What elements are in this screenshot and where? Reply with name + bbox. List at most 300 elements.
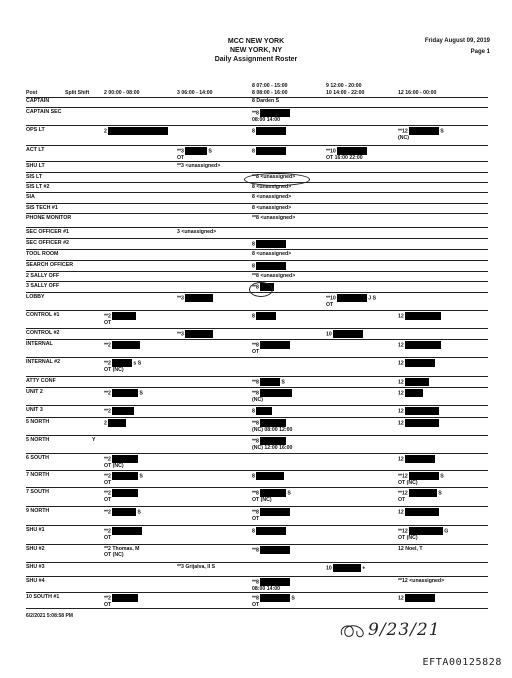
- post-name: SHU #3: [26, 564, 45, 570]
- redaction-bar: [409, 472, 439, 480]
- post-name: CAPTAIN: [26, 98, 50, 104]
- assignment-text: 12: [398, 509, 404, 516]
- assignment-cell: [398, 127, 444, 141]
- row-divider: [26, 249, 488, 250]
- redaction-bar: [409, 527, 443, 535]
- post-name: SIA: [26, 194, 35, 200]
- assignment-text: 3 <unassigned>: [177, 229, 217, 235]
- assignment-cell: [398, 312, 441, 320]
- assignment-suffix: S: [135, 509, 141, 516]
- redaction-bar: [185, 294, 213, 302]
- assignment-text: **8: [252, 595, 259, 602]
- assignment-text: 12: [398, 313, 404, 320]
- row-divider: [26, 525, 488, 526]
- row-divider: [26, 238, 488, 239]
- assignment-cell: [252, 578, 290, 592]
- assignment-text: **12: [398, 528, 408, 535]
- assignment-cell: [398, 594, 435, 602]
- assignment-text: 12: [398, 360, 404, 367]
- assignment-text: **12: [398, 128, 408, 135]
- row-divider: [26, 260, 488, 261]
- row-divider: [26, 487, 488, 488]
- assignment-cell: [326, 294, 376, 308]
- redaction-bar: [260, 419, 286, 427]
- assignment-cell: [177, 294, 213, 302]
- assignment-text: 8 Darden S: [252, 98, 280, 104]
- assignment-cell: [326, 564, 365, 572]
- redaction-bar: [256, 527, 286, 535]
- assignment-text: **8: [252, 490, 259, 497]
- assignment-text: 12: [398, 379, 404, 386]
- post-name: OPS LT: [26, 127, 45, 133]
- row-divider: [26, 172, 488, 173]
- redaction-bar: [409, 489, 437, 497]
- row-divider: [26, 544, 488, 545]
- assignment-text: 8: [252, 473, 255, 480]
- assignment-suffix: S: [436, 490, 442, 497]
- post-name: ACT LT: [26, 147, 45, 153]
- assignment-cell: [252, 215, 295, 221]
- redaction-bar: [333, 564, 361, 572]
- handwritten-circle: [249, 282, 273, 297]
- col-split-shift-header: Split Shift: [65, 90, 90, 96]
- post-name: SHU #4: [26, 578, 45, 584]
- page-number: Page 1: [470, 49, 490, 55]
- assignment-text: 10: [326, 331, 332, 338]
- row-divider: [26, 161, 488, 162]
- roster-date: Friday August 09, 2019: [424, 38, 490, 44]
- assignment-text: **2: [104, 473, 111, 480]
- assignment-text: 12 Noel, T: [398, 546, 423, 552]
- assignment-text: **12: [398, 473, 408, 480]
- roster-date-block: [425, 36, 490, 58]
- post-name: CAPTAIN SEC: [26, 109, 62, 115]
- assignment-text: 2: [104, 128, 107, 135]
- assignment-note: OT: [104, 320, 112, 326]
- assignment-text: 2: [104, 420, 107, 427]
- assignment-cell: [104, 489, 138, 503]
- assignment-suffix: G: [442, 528, 449, 535]
- assignment-suffix: S: [137, 390, 143, 397]
- assignment-text: **2: [104, 313, 111, 320]
- redaction-bar: [260, 546, 290, 554]
- col-shift3-header: 3 06:00 - 14:00: [177, 90, 213, 96]
- redaction-bar: [112, 341, 140, 349]
- redaction-bar: [260, 594, 290, 602]
- redaction-bar: [256, 262, 286, 270]
- post-name: 6 SOUTH: [26, 455, 49, 461]
- assignment-note: (NC): [252, 397, 263, 403]
- row-divider: [26, 435, 488, 436]
- redaction-bar: [112, 359, 132, 367]
- redaction-bar: [108, 419, 126, 427]
- assignment-cell: [252, 251, 291, 257]
- assignment-note: OT: [104, 602, 112, 608]
- assignment-text: **2: [104, 456, 111, 463]
- assignment-note: OT (NC): [104, 552, 124, 558]
- assignment-text: **12: [398, 490, 408, 497]
- assignment-cell: [104, 546, 139, 558]
- assignment-note: OT (NC): [104, 463, 124, 469]
- assignment-cell: [252, 472, 284, 480]
- assignment-cell: [398, 359, 435, 367]
- assignment-text: 8 <unassigned>: [252, 184, 292, 190]
- row-divider: [26, 271, 488, 272]
- assignment-text: **2: [104, 595, 111, 602]
- assignment-text: **8: [252, 342, 259, 349]
- col-shift12-header: 12 16:00 - 00:00: [398, 90, 437, 96]
- assignment-suffix: S: [438, 128, 444, 135]
- assignment-text: **8: [252, 509, 259, 516]
- row-divider: [26, 192, 488, 193]
- assignment-text: **3: [177, 331, 184, 338]
- assignment-text: **8: [252, 438, 259, 445]
- row-divider: [26, 576, 488, 577]
- assignment-cell: [104, 127, 168, 135]
- redaction-bar: [405, 359, 435, 367]
- assignment-note: OT: [252, 602, 260, 608]
- post-name: SEARCH OFFICER: [26, 262, 74, 268]
- row-divider: [26, 328, 488, 329]
- assignment-text: 10: [326, 565, 332, 572]
- assignment-text: 8 <unassigned>: [252, 194, 292, 200]
- assignment-text: 8 <unassigned>: [252, 205, 292, 211]
- row-divider: [26, 592, 488, 593]
- assignment-cell: [252, 109, 290, 123]
- post-name: SHU #2: [26, 546, 45, 552]
- assignment-note: OT (NC): [398, 535, 418, 541]
- post-name: INTERNAL #2: [26, 359, 61, 365]
- redaction-bar: [112, 312, 136, 320]
- assignment-cell: [104, 472, 143, 486]
- assignment-cell: [104, 455, 138, 469]
- assignment-cell: [398, 419, 439, 427]
- roster-title: Daily Assignment Roster: [214, 56, 298, 63]
- row-divider: [26, 125, 488, 126]
- assignment-text: **3: [177, 295, 184, 302]
- assignment-cell: [177, 163, 220, 169]
- assignment-text: **10: [326, 148, 336, 155]
- assignment-cell: [104, 508, 141, 516]
- assignment-text: **8 <unassigned>: [252, 215, 296, 221]
- row-divider: [26, 203, 488, 204]
- row-divider: [26, 227, 488, 228]
- redaction-bar: [405, 378, 429, 386]
- assignment-cell: [252, 312, 276, 320]
- assignment-cell: [252, 240, 286, 248]
- assignment-note: OT: [104, 480, 112, 486]
- assignment-suffix: S: [206, 148, 212, 155]
- assignment-cell: [252, 407, 272, 415]
- redaction-bar: [260, 508, 290, 516]
- assignment-text: **2 Thomas, M: [104, 546, 140, 552]
- post-name: CONTROL #1: [26, 312, 60, 318]
- assignment-note: OT (NC): [398, 480, 418, 486]
- assignment-text: **8: [252, 420, 259, 427]
- redaction-bar: [405, 594, 435, 602]
- post-name: SIS TECH #1: [26, 205, 58, 211]
- post-name: INTERNAL: [26, 341, 53, 347]
- post-name: 7 NORTH: [26, 472, 50, 478]
- assignment-cell: [104, 594, 138, 608]
- assignment-text: 8: [252, 528, 255, 535]
- assignment-cell: [398, 472, 444, 486]
- post-name: PHONE MONITOR: [26, 215, 72, 221]
- assignment-text: **2: [104, 528, 111, 535]
- bates-number: EFTA00125828: [422, 657, 502, 668]
- assignment-cell: [252, 262, 286, 270]
- assignment-cell: [104, 312, 136, 326]
- assignment-cell: [252, 489, 291, 503]
- assignment-note: OT: [177, 155, 185, 161]
- assignment-text: **8: [252, 579, 259, 586]
- redaction-bar: [256, 407, 272, 415]
- assignment-text: 8: [252, 148, 255, 155]
- signature-scribble: [338, 622, 368, 640]
- assignment-cell: [104, 419, 126, 427]
- assignment-text: **2: [104, 360, 111, 367]
- post-name: SIS LT #2: [26, 184, 50, 190]
- row-divider: [26, 506, 488, 507]
- assignment-suffix: S: [137, 473, 143, 480]
- redaction-bar: [405, 341, 441, 349]
- assignment-note: (NC) 12:00 16:00: [252, 445, 293, 451]
- col-shift8a-header: 8 07:00 - 15:00: [252, 83, 288, 89]
- assignment-suffix: S: [279, 379, 285, 386]
- assignment-note: OT: [252, 516, 260, 522]
- row-divider: [26, 387, 488, 388]
- post-name: TOOL ROOM: [26, 251, 59, 257]
- row-divider: [26, 405, 488, 406]
- redaction-bar: [256, 472, 284, 480]
- assignment-text: **3 <unassigned>: [177, 163, 221, 169]
- post-name: SEC OFFICER #1: [26, 229, 69, 235]
- assignment-note: 08:00 14:00: [252, 117, 280, 123]
- assignment-cell: [398, 389, 423, 397]
- assignment-text: 8: [252, 241, 255, 248]
- assignment-text: 12: [398, 456, 404, 463]
- post-name: SEC OFFICER #2: [26, 240, 69, 246]
- assignment-cell: [177, 564, 215, 570]
- assignment-note: OT: [252, 349, 260, 355]
- assignment-suffix: J S: [366, 295, 377, 302]
- post-name: 5 NORTH: [26, 437, 50, 443]
- redaction-bar: [108, 127, 168, 135]
- row-divider: [26, 453, 488, 454]
- assignment-cell: [398, 455, 435, 463]
- redaction-bar: [256, 240, 286, 248]
- redaction-bar: [260, 578, 290, 586]
- redaction-bar: [260, 341, 290, 349]
- post-name: 9 NORTH: [26, 508, 50, 514]
- assignment-text: **8 <unassigned>: [252, 174, 296, 180]
- assignment-text: **2: [104, 509, 111, 516]
- assignment-cell: [252, 147, 286, 155]
- assignment-text: 8: [252, 128, 255, 135]
- assignment-cell: [252, 98, 279, 104]
- split-shift-flag: Y: [92, 437, 96, 443]
- redaction-bar: [405, 455, 435, 463]
- assignment-text: **8: [252, 547, 259, 554]
- assignment-note: OT (NC): [104, 367, 124, 373]
- assignment-note: OT: [398, 497, 406, 503]
- post-name: SHU #1: [26, 527, 45, 533]
- redaction-bar: [405, 419, 439, 427]
- assignment-cell: [252, 205, 291, 211]
- assignment-cell: [326, 147, 367, 161]
- assignment-text: 8: [252, 313, 255, 320]
- assignment-text: 12: [398, 408, 404, 415]
- handwritten-circle: [244, 173, 310, 186]
- assignment-text: 12: [398, 390, 404, 397]
- assignment-text: **8: [252, 390, 259, 397]
- assignment-text: **2: [104, 490, 111, 497]
- assignment-note: OT: [104, 497, 112, 503]
- assignment-text: 12: [398, 420, 404, 427]
- redaction-bar: [112, 455, 138, 463]
- row-divider: [26, 339, 488, 340]
- assignment-cell: [398, 378, 429, 386]
- redaction-bar: [185, 330, 213, 338]
- assignment-cell: [398, 407, 439, 415]
- assignment-cell: [398, 527, 448, 541]
- assignment-text: 12: [398, 342, 404, 349]
- assignment-note: (NC): [398, 135, 409, 141]
- print-timestamp: 6/2/2021 5:08:58 PM: [26, 613, 73, 619]
- post-name: 7 SOUTH: [26, 489, 49, 495]
- redaction-bar: [112, 527, 142, 535]
- redaction-bar: [409, 127, 439, 135]
- assignment-cell: [252, 508, 290, 522]
- row-divider: [26, 376, 488, 377]
- post-name: 3 SALLY OFF: [26, 283, 60, 289]
- col-shift10-header: 10 14:00 - 22:00: [326, 90, 365, 96]
- redaction-bar: [405, 508, 439, 516]
- assignment-text: **10: [326, 295, 336, 302]
- assignment-cell: [177, 147, 212, 161]
- assignment-cell: [104, 527, 142, 541]
- assignment-cell: [252, 546, 290, 554]
- assignment-text: **8 <unassigned>: [252, 273, 296, 279]
- post-name: 10 SOUTH #1: [26, 594, 60, 600]
- assignment-cell: [252, 594, 295, 608]
- post-name: CONTROL #2: [26, 330, 60, 336]
- assignment-text: **3: [177, 148, 184, 155]
- post-name: UNIT 3: [26, 407, 43, 413]
- assignment-note: OT 16:00 22:00: [326, 155, 363, 161]
- assignment-suffix: S: [438, 473, 444, 480]
- assignment-cell: [104, 389, 143, 397]
- row-divider: [26, 213, 488, 214]
- redaction-bar: [337, 294, 367, 302]
- col-shift8b-header: 8 08:00 - 16:00: [252, 90, 288, 96]
- assignment-cell: [326, 330, 363, 338]
- post-name: ATTY CONF: [26, 378, 56, 384]
- redaction-bar: [112, 508, 136, 516]
- assignment-text: **12 <unassigned>: [398, 578, 445, 584]
- row-divider: [26, 310, 488, 311]
- assignment-cell: [252, 527, 286, 535]
- assignment-cell: [252, 341, 290, 355]
- row-divider: [26, 470, 488, 471]
- redaction-bar: [256, 312, 276, 320]
- row-divider: [26, 357, 488, 358]
- assignment-text: **8: [252, 284, 259, 291]
- assignment-text: 8 <unassigned>: [252, 251, 292, 257]
- facility-location: NEW YORK, NY: [230, 47, 282, 54]
- post-name: 5 NORTH: [26, 419, 50, 425]
- assignment-note: (NC) 08:00 12:00: [252, 427, 293, 433]
- post-name: SHU LT: [26, 163, 45, 169]
- post-name: 2 SALLY OFF: [26, 273, 60, 279]
- assignment-text: 12: [398, 595, 404, 602]
- assignment-note: 08:00 14:00: [252, 586, 280, 592]
- row-divider: [26, 145, 488, 146]
- facility-name: MCC NEW YORK: [227, 38, 285, 45]
- assignment-cell: [398, 508, 439, 516]
- assignment-cell: [398, 489, 442, 503]
- redaction-bar: [112, 594, 138, 602]
- signature-date: 9/23/21: [368, 620, 441, 640]
- redaction-bar: [112, 407, 134, 415]
- assignment-cell: [177, 330, 213, 338]
- redaction-bar: [405, 407, 439, 415]
- assignment-text: **3 Grijalva, II S: [177, 564, 216, 570]
- redaction-bar: [260, 437, 286, 445]
- redaction-bar: [256, 147, 286, 155]
- assignment-text: **8: [252, 379, 259, 386]
- redaction-bar: [112, 472, 138, 480]
- redaction-bar: [112, 489, 138, 497]
- assignment-note: OT: [104, 535, 112, 541]
- redaction-bar: [405, 389, 423, 397]
- handwritten-signature: [338, 620, 441, 640]
- assignment-text: **2: [104, 390, 111, 397]
- assignment-text: 8: [252, 408, 255, 415]
- assignment-text: **2: [104, 408, 111, 415]
- redaction-bar: [405, 312, 441, 320]
- assignment-text: **8: [252, 110, 259, 117]
- col-post-header: Post: [26, 90, 38, 96]
- redaction-bar: [256, 127, 286, 135]
- assignment-cell: [252, 437, 292, 451]
- redaction-bar: [185, 147, 207, 155]
- redaction-bar: [337, 147, 367, 155]
- row-divider: [26, 562, 488, 563]
- assignment-cell: [252, 273, 295, 279]
- assignment-text: **2: [104, 342, 111, 349]
- assignment-cell: [398, 578, 444, 584]
- assignment-suffix: S: [289, 595, 295, 602]
- redaction-bar: [112, 389, 138, 397]
- redaction-bar: [260, 489, 286, 497]
- assignment-cell: [252, 378, 285, 386]
- row-divider: [26, 608, 488, 609]
- row-divider: [26, 107, 488, 108]
- col-shift9-header: 9 12:00 - 20:00: [326, 83, 362, 89]
- assignment-text: 8: [252, 263, 255, 270]
- post-name: LOBBY: [26, 294, 45, 300]
- post-name: UNIT 2: [26, 389, 43, 395]
- assignment-cell: [252, 194, 291, 200]
- assignment-note: OT (NC): [252, 497, 272, 503]
- assignment-suffix: s S: [131, 360, 142, 367]
- redaction-bar: [260, 378, 280, 386]
- redaction-bar: [260, 389, 292, 397]
- assignment-cell: [177, 229, 216, 235]
- assignment-cell: [104, 407, 134, 415]
- assignment-cell: [252, 127, 286, 135]
